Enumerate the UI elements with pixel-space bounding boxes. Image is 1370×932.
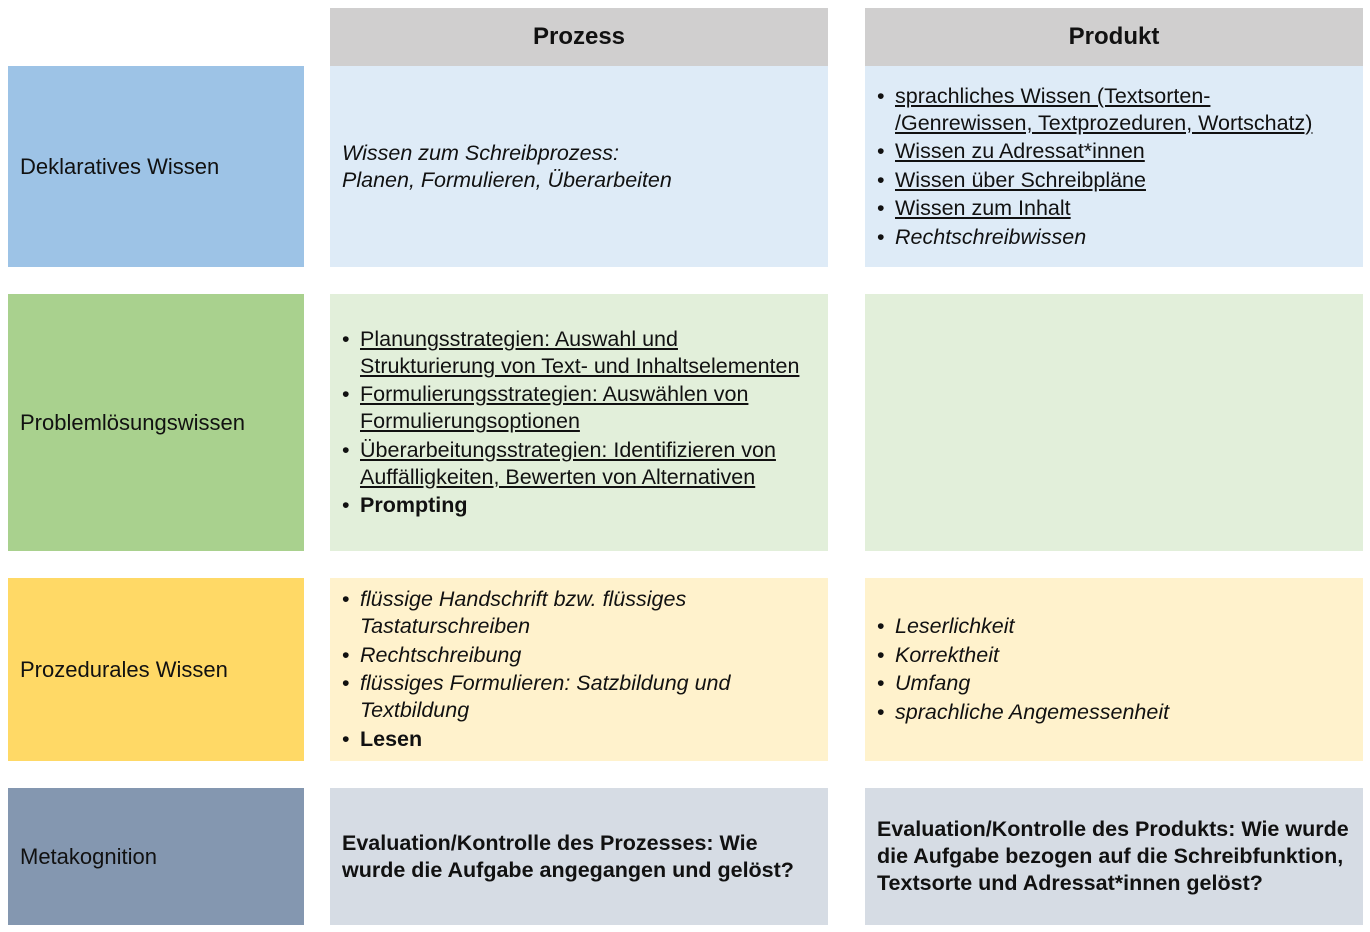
list-item-text: Wissen zum Inhalt bbox=[895, 196, 1071, 220]
list-item bbox=[877, 613, 1169, 640]
list-item bbox=[342, 586, 816, 640]
list-item-text: Formulierungsstrategien: Auswählen von Formulierungsoptionen bbox=[360, 382, 749, 434]
cell-meta-produkt bbox=[865, 788, 1363, 925]
deklarativ-prozess-line-2: Planen, Formulieren, Überarbeiten bbox=[342, 167, 672, 192]
list-item bbox=[342, 492, 816, 519]
meta-prozess-text: Evaluation/Kontrolle des Prozesses: Wie wurde die Aufgabe angegangen und gelöst? bbox=[342, 830, 794, 882]
list-item-text: sprachliche Angemessenheit bbox=[895, 699, 1170, 724]
list-item-text: Korrektheit bbox=[895, 642, 999, 667]
prozedural-prozess-list bbox=[342, 585, 816, 755]
list-item bbox=[877, 83, 1351, 137]
list-item-text: sprachliches Wissen (Textsorten- /Genrewissen, Textprozeduren, Wortschatz) bbox=[895, 83, 1313, 135]
list-item-text: Rechtschreibwissen bbox=[895, 224, 1087, 249]
cell-prozedural-produkt bbox=[865, 578, 1363, 761]
cell-deklarativ-prozess bbox=[330, 66, 828, 267]
deklarativ-produkt-list bbox=[877, 81, 1351, 252]
list-item bbox=[877, 642, 1169, 669]
problem-prozess-list bbox=[342, 324, 816, 521]
list-item-text: Überarbeitungsstrategien: Identifizieren von Auffälligkeiten, Bewerten von Alternativen bbox=[360, 437, 776, 489]
list-item-text: Wissen über Schreibpläne bbox=[895, 167, 1146, 192]
list-item bbox=[342, 326, 816, 380]
header-prozess: Prozess bbox=[330, 8, 828, 66]
cell-deklarativ-produkt bbox=[865, 66, 1363, 267]
list-item bbox=[877, 699, 1169, 726]
list-item-text: Lesen bbox=[360, 726, 423, 751]
list-item-text: Rechtschreibung bbox=[360, 642, 522, 667]
list-item-text: flüssiges Formulieren: Satzbildung und Textbildung bbox=[360, 671, 731, 723]
row-label-prozedurales-wissen: Prozedurales Wissen bbox=[8, 578, 304, 761]
list-item-text: flüssige Handschrift bzw. flüssiges Tastaturschreiben bbox=[360, 587, 687, 639]
prozedural-produkt-list bbox=[877, 612, 1169, 728]
row-label-problemloesungswissen: Problemlösungswissen bbox=[8, 294, 304, 551]
list-item bbox=[877, 195, 1351, 222]
list-item bbox=[342, 437, 816, 491]
row-label-deklaratives-wissen: Deklaratives Wissen bbox=[8, 66, 304, 267]
cell-meta-prozess bbox=[330, 788, 828, 925]
list-item bbox=[877, 138, 1351, 165]
row-label-metakognition: Metakognition bbox=[8, 788, 304, 925]
list-item bbox=[877, 167, 1351, 194]
cell-prozedural-prozess bbox=[330, 578, 828, 761]
header-produkt: Produkt bbox=[865, 8, 1363, 66]
list-item-text: Umfang bbox=[895, 671, 971, 696]
list-item-text: Planungsstrategien: Auswahl und Strukturierung von Text- und Inhaltselementen bbox=[360, 326, 800, 378]
list-item bbox=[342, 726, 816, 753]
list-item bbox=[342, 670, 816, 724]
cell-problem-produkt bbox=[865, 294, 1363, 551]
list-item-text: Prompting bbox=[360, 493, 468, 518]
deklarativ-prozess-line-1: Wissen zum Schreibprozess: bbox=[342, 140, 620, 165]
list-item bbox=[342, 642, 816, 669]
list-item-text: Leserlichkeit bbox=[895, 614, 1015, 639]
list-item bbox=[342, 381, 816, 435]
list-item-text: Wissen zu Adressat*innen bbox=[895, 139, 1145, 163]
list-item bbox=[877, 670, 1169, 697]
meta-produkt-text: Evaluation/Kontrolle des Produkts: Wie wurde die Aufgabe bezogen auf die Schreibfunktion, Textsorte und Adressat*innen gelöst? bbox=[877, 817, 1349, 895]
cell-problem-prozess bbox=[330, 294, 828, 551]
list-item bbox=[877, 224, 1351, 251]
